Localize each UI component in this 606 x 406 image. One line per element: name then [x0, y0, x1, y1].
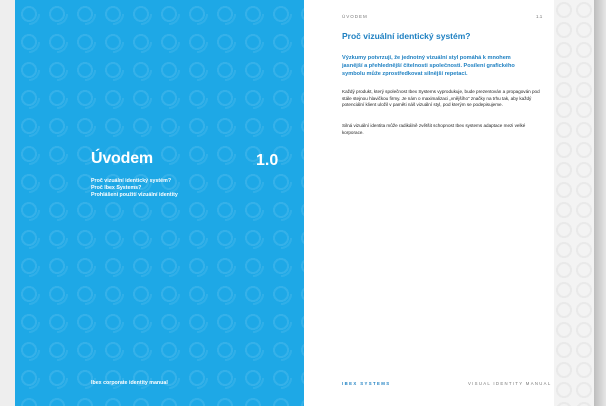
- section-title: Proč vizuální identický systém?: [342, 31, 471, 41]
- chapter-number: 1.0: [256, 152, 279, 169]
- lead-paragraph: Výzkumy potvrzují, že jednotný vizuální styl pomáhá k mnohem jasnější a přehlednější čitelnosti společnosti. Posílení grafického symbolu může zprostředkovat silnější repetaci.: [342, 55, 515, 77]
- toc-item: Proč vizuální identický systém?: [91, 178, 172, 184]
- footer-manual-title: VISUAL IDENTITY MANUAL: [468, 381, 552, 386]
- right-margin-pattern: [554, 0, 594, 406]
- chapter-contents: [91, 178, 241, 199]
- running-header: ÚVODEM: [342, 14, 368, 19]
- left-margin-strip: [0, 0, 15, 406]
- body-paragraph: Silná vizuální identita může radikálně zvětšit schopnost Ibex systems adaptace mezi velké korporace.: [342, 123, 526, 135]
- right-page: [304, 0, 554, 406]
- body-paragraph: Každý produkt, který společnost Ibex Systems vyprodukuje, bude prezentován a propagován pod stále stejnou hlavičkou firmy. Je nám o maximalizaci „vnějšího“ značky na trhu tak, aby každý potenciální klient uložil v paměti náš vizuální styl, pod kterým se podepisujeme.: [342, 89, 540, 108]
- toc-item: Proč Ibex Systems?: [91, 185, 142, 191]
- left-page-footer: Ibex corporate identity manual: [91, 380, 168, 386]
- toc-item: Prohlášení použití vizuální identity: [91, 192, 178, 198]
- chapter-title: Úvodem: [91, 150, 153, 167]
- page-section-number: 1.1: [536, 14, 543, 19]
- footer-brand: IBEX SYSTEMS: [342, 381, 391, 386]
- page-edge-shadow: [594, 0, 606, 406]
- left-page: [15, 0, 304, 406]
